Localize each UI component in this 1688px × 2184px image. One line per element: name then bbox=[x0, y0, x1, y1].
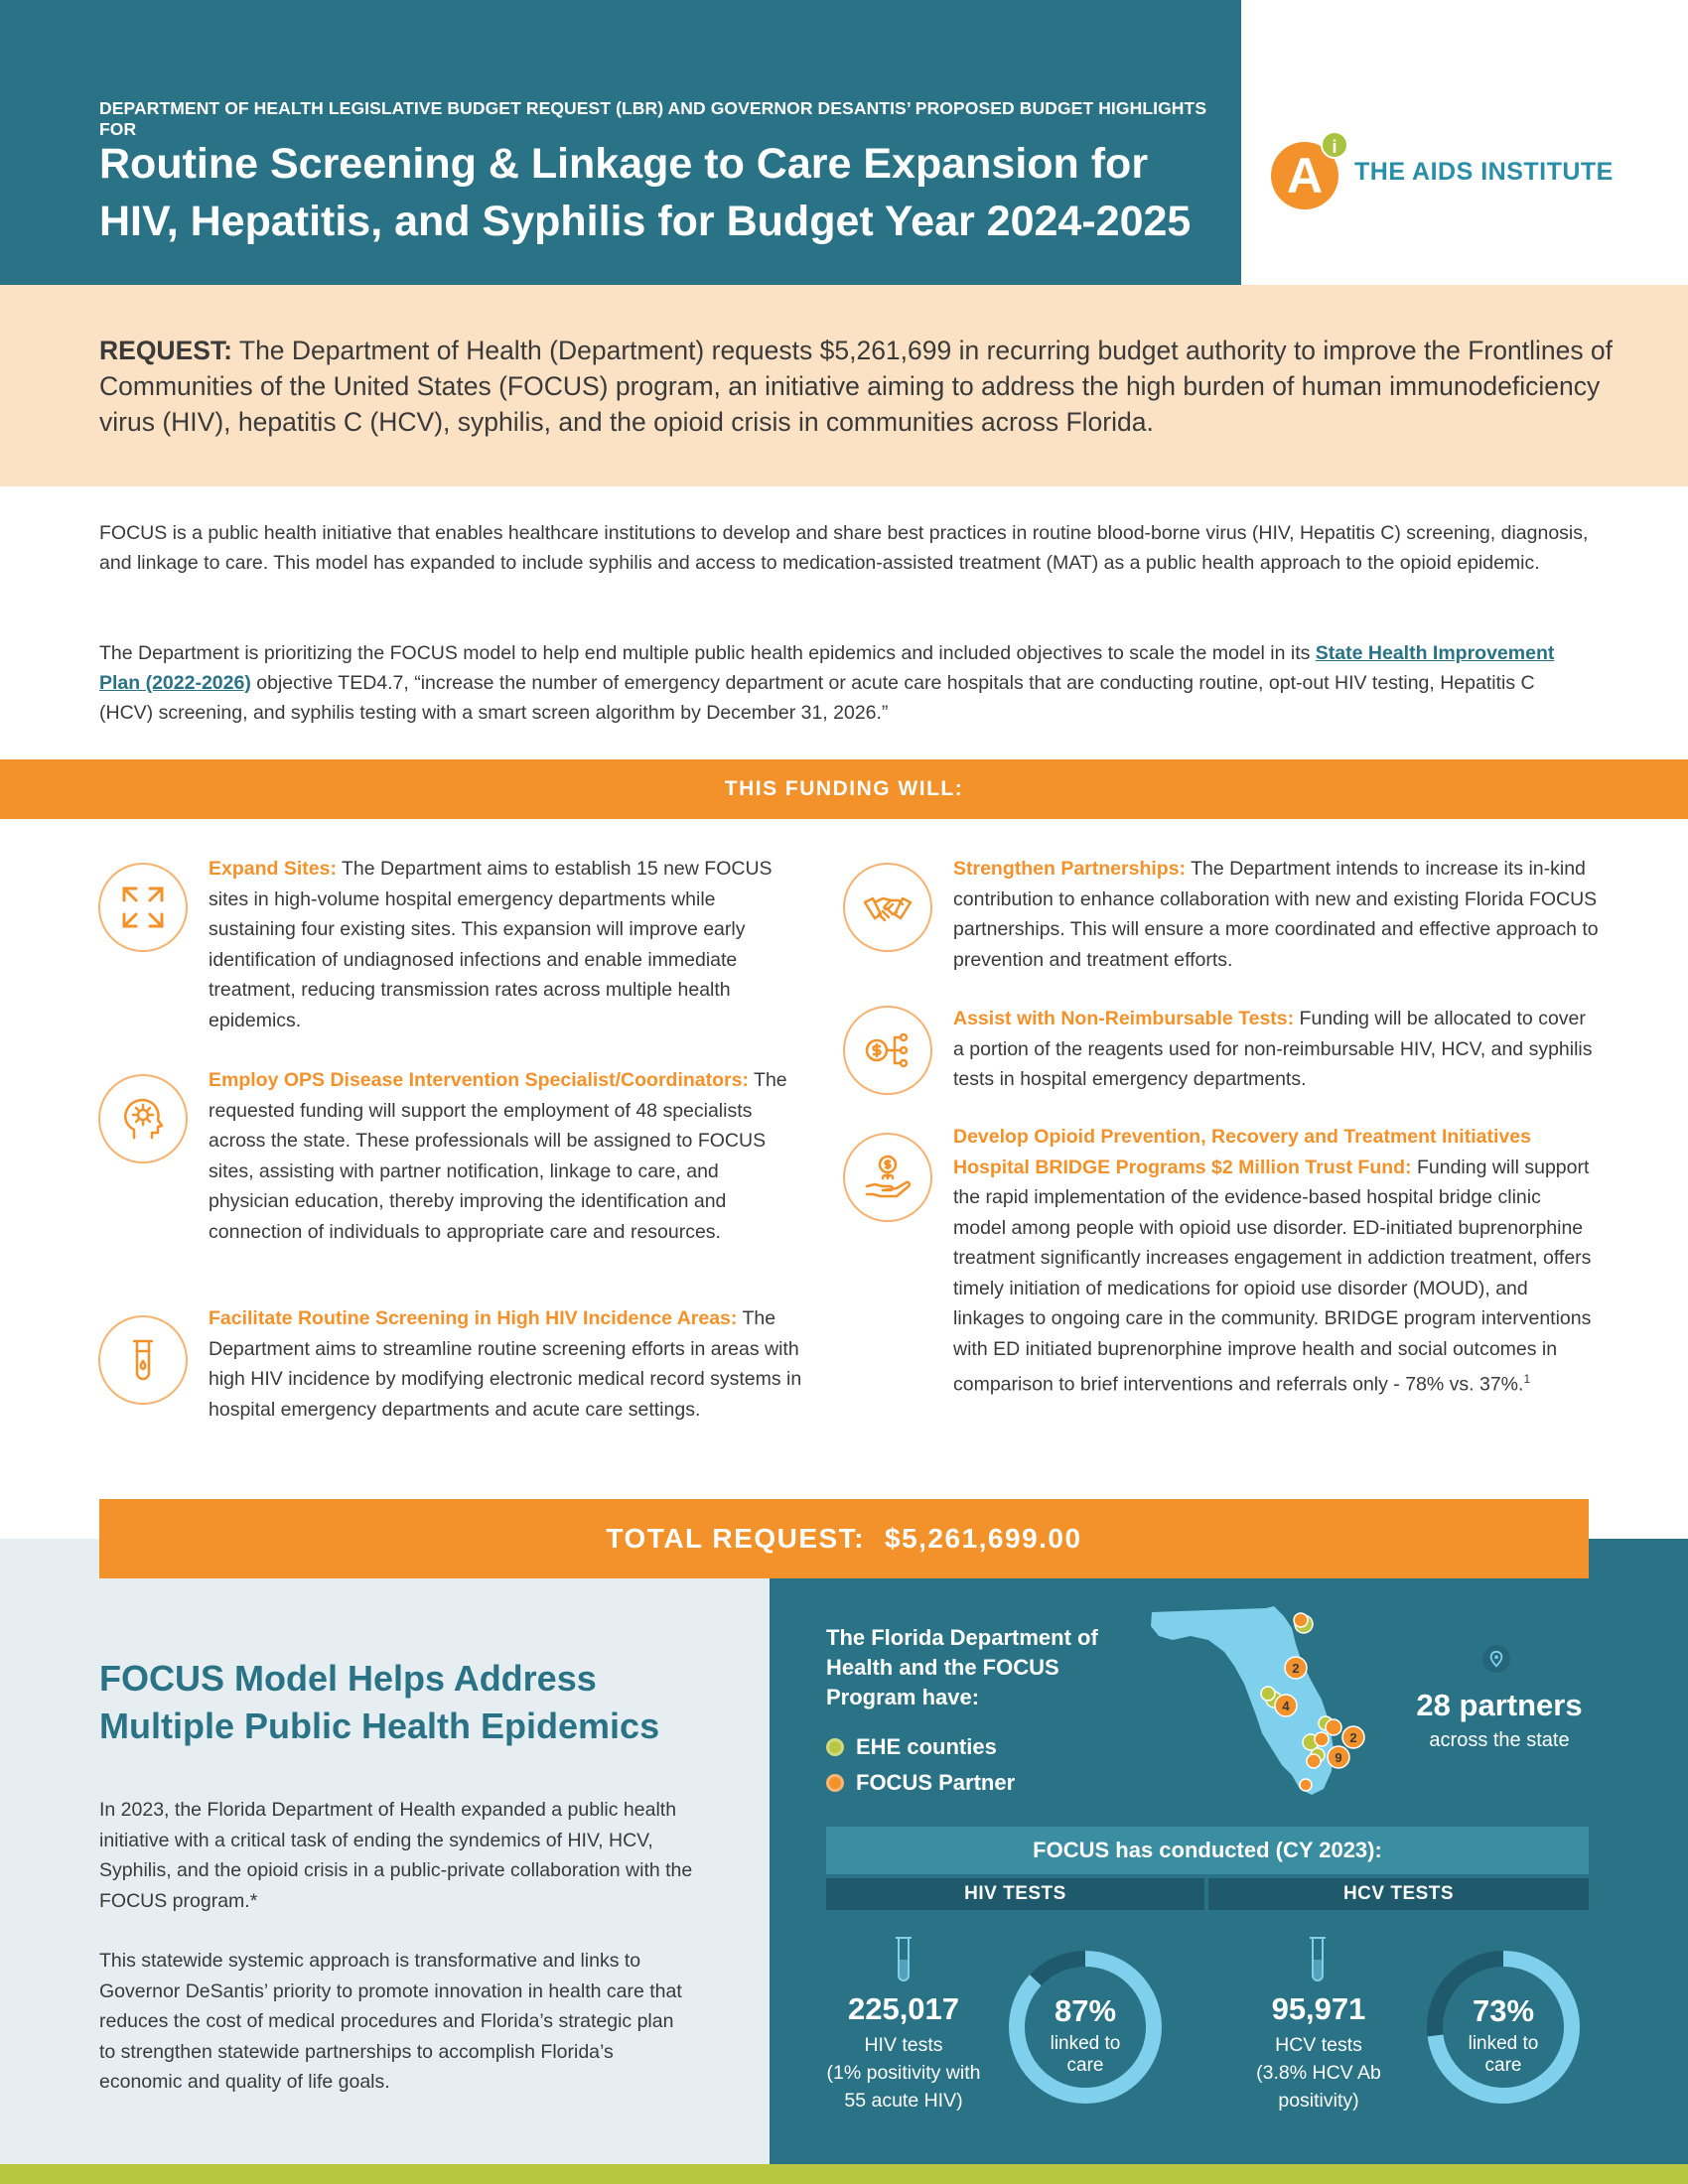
request-text: The Department of Health (Department) requests $5,261,699 in recurring budget authority to improve the Frontlines of Communities of the United States (FOCUS) program, an initiative aiming to address the high burden of human immunodeficiency virus (HIV), hepatitis C (HCV), syphilis, and the opioid crisis in communities across Florida. bbox=[99, 336, 1614, 437]
legend-ehe bbox=[826, 1734, 997, 1760]
map-count-1: 2 bbox=[1292, 1661, 1300, 1676]
funding-item-title: Expand Sites: bbox=[209, 858, 337, 880]
funding-item-opioid-bridge bbox=[953, 1122, 1599, 1400]
header-kicker: DEPARTMENT OF HEALTH LEGISLATIVE BUDGET REQUEST (LBR) AND GOVERNOR DESANTIS’ PROPOSED BUDGET HIGHLIGHTS FOR bbox=[99, 98, 1207, 139]
funding-item-title: Employ OPS Disease Intervention Specialist/Coordinators: bbox=[209, 1069, 749, 1091]
funding-item-text: Funding will be allocated to cover a portion of the reagents used for non-reimbursable HIV, HCV, and syphilis tests in hospital emergency departments. bbox=[953, 1008, 1593, 1090]
request-band bbox=[0, 285, 1688, 486]
expand-arrows-icon bbox=[98, 863, 188, 952]
hiv-linked-pct: 87% bbox=[1054, 1993, 1117, 2028]
hiv-test-tube-icon bbox=[892, 1936, 915, 1981]
funding-item-title: Assist with Non-Reimbursable Tests: bbox=[953, 1008, 1295, 1029]
hcv-caption-3: positivity) bbox=[1278, 2090, 1359, 2112]
funding-item-text: The Department intends to increase its in-kind contribution to enhance collaboration with new and existing Florida FOCUS partnerships. This will ensure a more coordinated and effective approach to prevention and treatment efforts. bbox=[953, 858, 1599, 971]
intro-paragraph-1: FOCUS is a public health initiative that enables healthcare institutions to develop and share best practices in routine blood-borne virus (HIV, Hepatitis C) screening, diagnosis, and linkage to care. This model has expanded to include syphilis and access to medication-assisted treatment (MAT) as a public health approach to the opioid epidemic. bbox=[99, 522, 1589, 574]
hcv-test-tube-icon bbox=[1306, 1936, 1330, 1981]
footnote-marker: 1 bbox=[1523, 1372, 1531, 1386]
handshake-icon bbox=[843, 863, 932, 952]
focus-dot bbox=[826, 1774, 844, 1792]
hiv-linked-text-2: care bbox=[1066, 2055, 1104, 2076]
funding-heading: THIS FUNDING WILL: bbox=[0, 759, 1688, 819]
map-count-2: 4 bbox=[1282, 1699, 1290, 1713]
logo-dot: i bbox=[1321, 131, 1348, 159]
hcv-linked-text-1: linked to bbox=[1468, 2033, 1539, 2054]
legend-focus bbox=[826, 1770, 1015, 1796]
funding-item-text: The requested funding will support the employment of 48 specialists across the state. These professionals will be assigned to FOCUS sites, assisting with partner notification, linkage to care, and physician education, thereby improving the identification and connection of individuals to appropriate care and resources. bbox=[209, 1069, 787, 1243]
funding-item-title: Strengthen Partnerships: bbox=[953, 858, 1187, 880]
hand-coin-icon bbox=[843, 1133, 932, 1222]
total-amount: $5,261,699.00 bbox=[885, 1523, 1082, 1554]
partners-sub: across the state bbox=[1429, 1729, 1570, 1751]
page-title: Routine Screening & Linkage to Care Expansion for HIV, Hepatitis, and Syphilis for Budget Year 2024-2025 bbox=[99, 140, 1192, 245]
hcv-linked-text-2: care bbox=[1484, 2055, 1522, 2076]
map-count-4: 9 bbox=[1335, 1750, 1342, 1765]
funding-item-routine-screening bbox=[209, 1303, 814, 1425]
hcv-tests-header: HCV TESTS bbox=[1208, 1878, 1589, 1910]
funding-item-title: Develop Opioid Prevention, Recovery and Treatment Initiatives Hospital BRIDGE Programs $2 Million Trust Fund: bbox=[953, 1126, 1531, 1178]
funding-item-text: The Department aims to establish 15 new FOCUS sites in high-volume hospital emergency departments while sustaining four existing sites. This expansion will improve early identification of undiagnosed infections and enable immediate treatment, reducing transmission rates across multiple health epidemics. bbox=[209, 858, 773, 1031]
money-network-icon bbox=[843, 1006, 932, 1095]
funding-item-partnerships bbox=[953, 854, 1599, 975]
partners-count: 28 partners bbox=[1416, 1688, 1583, 1722]
legend-ehe-label: EHE counties bbox=[856, 1734, 997, 1759]
hcv-caption-2: (3.8% HCV Ab bbox=[1256, 2062, 1381, 2084]
hiv-linked-label bbox=[1006, 1993, 1165, 2077]
state-health-plan-link[interactable]: State Health Improvement Plan (2022-2026) bbox=[99, 642, 1555, 694]
stats-heading: The Florida Department of Health and the FOCUS Program have: bbox=[826, 1625, 1098, 1709]
hcv-tests-caption bbox=[1209, 2031, 1428, 2115]
bottom-strip bbox=[0, 2164, 1688, 2184]
request-paragraph bbox=[99, 333, 1618, 440]
location-pin-icon bbox=[1482, 1645, 1510, 1673]
hcv-tests-count: 95,971 bbox=[1271, 1991, 1366, 2026]
intro-p2-after: objective TED4.7, “increase the number of emergency department or acute care hospitals that are conducting routine, opt-out HIV testing, Hepatitis C (HCV) screening, and syphilis testing with a smart screen algorithm by December 31, 2026.” bbox=[99, 672, 1535, 724]
test-tube-icon bbox=[98, 1315, 188, 1405]
focus-model-title: FOCUS Model Helps Address Multiple Public Health Epidemics bbox=[99, 1658, 660, 1746]
header-band bbox=[0, 0, 1241, 285]
funding-item-non-reimbursable bbox=[953, 1004, 1599, 1095]
focus-model-paragraph-1: In 2023, the Florida Department of Health expanded a public health initiative with a critical task of ending the syndemics of HIV, HCV, Syphilis, and the opioid crisis in a public-private collaboration with the FOCUS program.* bbox=[99, 1799, 693, 1912]
hcv-linked-pct: 73% bbox=[1472, 1993, 1535, 2028]
map-count-3: 2 bbox=[1349, 1730, 1357, 1745]
intro-paragraph-2 bbox=[99, 638, 1589, 728]
hiv-tests-header: HIV TESTS bbox=[826, 1878, 1204, 1910]
focus-model-paragraph-2: This statewide systemic approach is transformative and links to Governor DeSantis’ priority to promote innovation in health care that reduces the cost of medical procedures and Florida’s strategic plan to strengthen statewide partnerships to accomplish Florida’s economic and quality of life goals. bbox=[99, 1950, 682, 2093]
ehe-dot bbox=[826, 1738, 844, 1756]
aids-institute-logo[interactable] bbox=[1271, 136, 1614, 215]
total-request-bar bbox=[99, 1499, 1589, 1578]
intro-p2-before: The Department is prioritizing the FOCUS model to help end multiple public health epidemics and included objectives to scale the model in its bbox=[99, 642, 1316, 664]
funding-item-text: The Department aims to streamline routine screening efforts in areas with high HIV incidence by modifying electronic medical record systems in hospital emergency departments and acute care settings. bbox=[209, 1307, 802, 1421]
funding-item-expand-sites bbox=[209, 854, 804, 1035]
hcv-linked-label bbox=[1424, 1993, 1583, 2077]
funding-item-title: Facilitate Routine Screening in High HIV Incidence Areas: bbox=[209, 1307, 738, 1329]
hiv-caption-2: (1% positivity with bbox=[826, 2062, 981, 2084]
partners-stat bbox=[1400, 1688, 1599, 1752]
hiv-caption-1: HIV tests bbox=[864, 2034, 943, 2056]
head-gear-icon bbox=[98, 1074, 188, 1163]
funding-item-employ-ops bbox=[209, 1065, 804, 1247]
logo-mark: A bbox=[1271, 142, 1338, 209]
request-label: REQUEST: bbox=[99, 336, 232, 365]
hiv-linked-text-1: linked to bbox=[1050, 2033, 1121, 2054]
hiv-tests-caption bbox=[794, 2031, 1013, 2115]
total-label: TOTAL REQUEST: bbox=[606, 1523, 865, 1554]
funding-item-text: Funding will support the rapid implementation of the evidence-based hospital bridge clinic model among people with opioid use disorder. ED-initiated buprenorphine treatment significantly increases engagement in addiction treatment, offers timely initiation of medications for opioid use disorder (MOUD), and linkages to ongoing care in the community. BRIDGE program interventions with ED initiated buprenorphine improve health and social outcomes in comparison to brief interventions and referrals only - 78% vs. 37%. bbox=[953, 1156, 1592, 1396]
florida-map bbox=[1147, 1600, 1365, 1809]
hiv-caption-3: 55 acute HIV) bbox=[844, 2090, 963, 2112]
conducted-heading: FOCUS has conducted (CY 2023): bbox=[826, 1827, 1589, 1874]
logo-text: THE AIDS INSTITUTE bbox=[1354, 158, 1614, 186]
florida-shape bbox=[1151, 1606, 1334, 1795]
legend-focus-label: FOCUS Partner bbox=[856, 1770, 1016, 1795]
hiv-tests-count: 225,017 bbox=[847, 1991, 960, 2026]
hcv-caption-1: HCV tests bbox=[1275, 2034, 1362, 2056]
